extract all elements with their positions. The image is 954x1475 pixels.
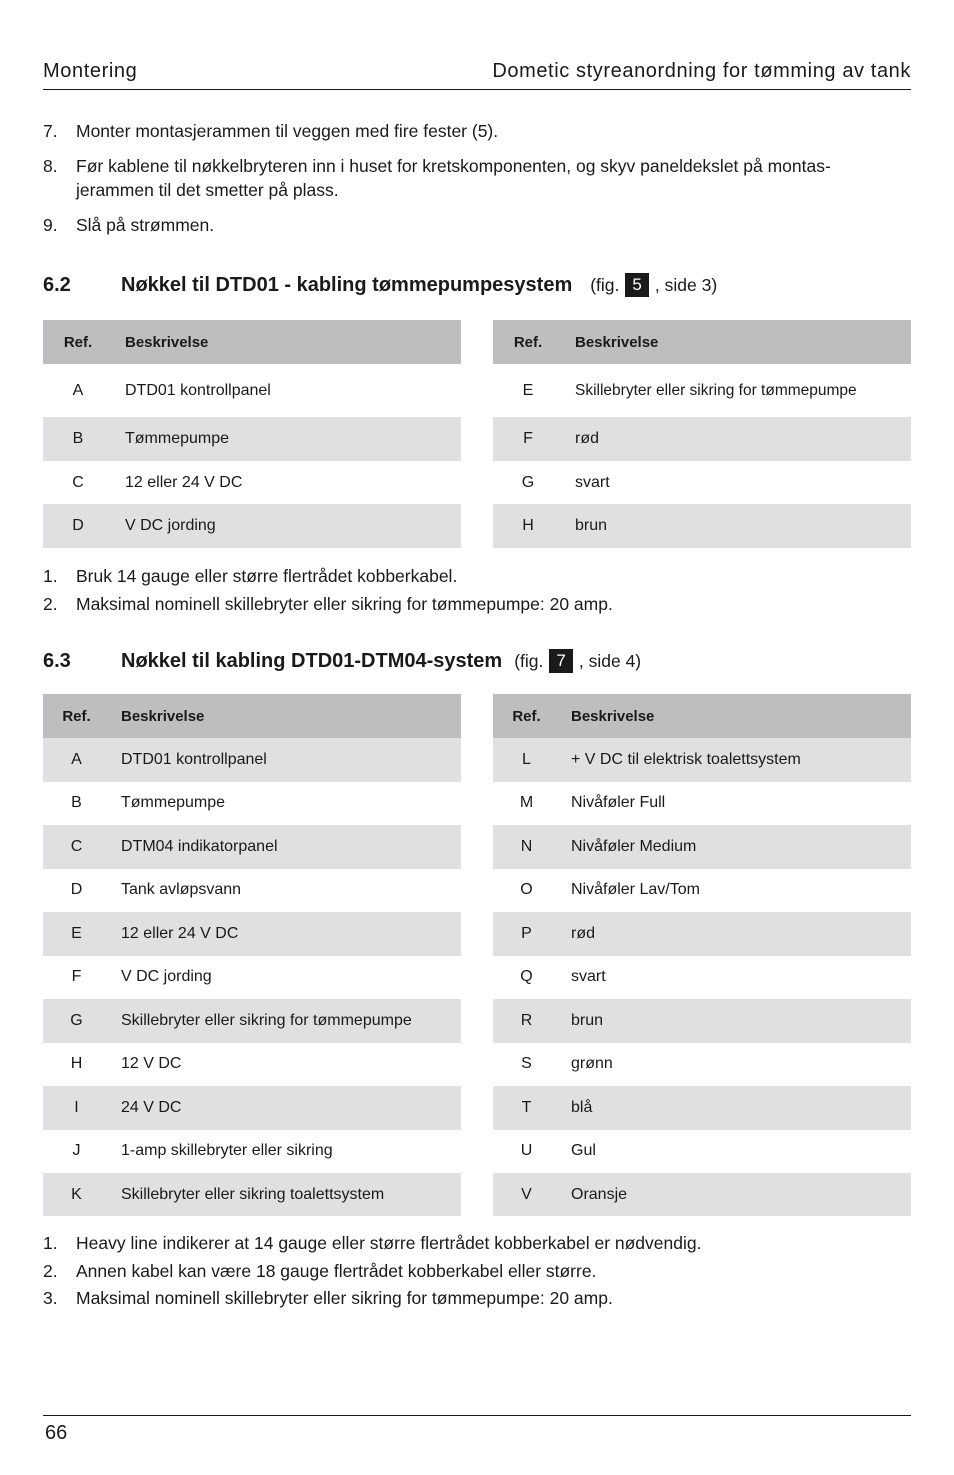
table-row [43, 461, 461, 504]
wiring-key-table-6-3-right [493, 694, 911, 1216]
description-cell: 12 V DC [121, 1055, 182, 1073]
fig-suffix: , side 3) [654, 274, 718, 295]
step-number: 7. [43, 121, 58, 141]
ref-cell: A [43, 738, 110, 782]
table-row [493, 782, 911, 826]
ref-cell: B [43, 417, 113, 461]
description-cell: Skillebryter eller sikring toalettsystem [110, 1173, 461, 1216]
note-number: 3. [43, 1288, 58, 1308]
note-item [43, 1258, 911, 1286]
note-item [43, 590, 911, 618]
column-header-ref: Ref. [43, 320, 113, 364]
note-number: 1. [43, 566, 58, 586]
note-text: Maksimal nominell skillebryter eller sikring for tømmepumpe: 20 amp. [76, 1288, 613, 1308]
description-cell: DTD01 kontrollpanel [110, 738, 461, 782]
table-row [43, 999, 461, 1043]
table-row [493, 1086, 911, 1130]
ref-cell: H [70, 1055, 83, 1073]
figure-reference [590, 273, 717, 297]
table-row [43, 504, 461, 548]
ref-cell: F [71, 968, 82, 986]
description-cell: Skillebryter eller sikring for tømmepumpe [575, 381, 857, 399]
table-row [43, 782, 461, 826]
ref-cell: S [521, 1055, 532, 1073]
ref-cell: R [493, 999, 560, 1043]
description-cell: blå [560, 1086, 911, 1130]
section-title: Nøkkel til DTD01 - kabling tømmepumpesystem [121, 273, 573, 296]
figure-number-badge: 5 [625, 273, 648, 297]
note-text: Maksimal nominell skillebryter eller sikring for tømmepumpe: 20 amp. [76, 594, 613, 614]
description-cell: V DC jording [113, 504, 461, 548]
fig-suffix: , side 4) [578, 650, 642, 671]
figure-reference [514, 649, 641, 673]
ref-cell: G [43, 999, 110, 1043]
note-number: 1. [43, 1233, 58, 1253]
section-heading-6-3 [43, 648, 641, 674]
ref-cell: A [72, 381, 84, 399]
fig-prefix: (fig. [590, 274, 620, 295]
description-cell: Oransje [560, 1173, 911, 1216]
section-number: 6.2 [43, 273, 71, 296]
ref-cell: K [43, 1173, 110, 1216]
description-cell: DTD01 kontrollpanel [125, 381, 271, 399]
table-row [493, 504, 911, 548]
table-row [43, 1043, 461, 1087]
ref-cell: O [520, 881, 533, 899]
table-row [493, 999, 911, 1043]
table-row [43, 825, 461, 869]
description-cell: 12 eller 24 V DC [110, 912, 461, 956]
table-row [43, 364, 461, 417]
table-row [493, 869, 911, 913]
table-row [43, 417, 461, 461]
description-cell: 24 V DC [110, 1086, 461, 1130]
table-row [493, 825, 911, 869]
description-cell: 12 eller 24 V DC [125, 473, 243, 491]
ref-cell: D [43, 504, 113, 548]
ref-cell: G [521, 473, 535, 491]
description-cell: Nivåføler Full [571, 794, 666, 812]
ref-cell: J [72, 1142, 81, 1160]
table-row [493, 417, 911, 461]
description-cell: Tank avløpsvann [121, 881, 242, 899]
description-cell: 1-amp skillebryter eller sikring [121, 1142, 333, 1160]
description-cell: svart [571, 968, 606, 986]
step-text: Slå på strømmen. [76, 215, 215, 235]
notes-6-3 [43, 1230, 911, 1313]
table-row [43, 1130, 461, 1174]
table-row [493, 912, 911, 956]
ref-cell: B [71, 794, 82, 812]
step-item [43, 119, 911, 143]
table-row [43, 1173, 461, 1216]
description-cell: Nivåføler Lav/Tom [571, 881, 700, 899]
ref-cell: E [43, 912, 110, 956]
fig-prefix: (fig. [514, 650, 544, 671]
footer-rule [43, 1415, 911, 1416]
description-cell: Gul [571, 1142, 596, 1160]
table-body [43, 738, 461, 1216]
description-cell: rød [563, 417, 911, 461]
section-title: Nøkkel til kabling DTD01-DTM04-system [121, 649, 503, 672]
note-item [43, 1230, 911, 1258]
description-cell: Nivåføler Medium [560, 825, 911, 869]
note-item [43, 562, 911, 590]
table-body [493, 738, 911, 1216]
ref-cell: I [43, 1086, 110, 1130]
ref-cell: C [72, 473, 84, 491]
page-number: 66 [45, 1422, 68, 1444]
table-row [43, 912, 461, 956]
wiring-key-table-6-3-left [43, 694, 461, 1216]
note-text: Heavy line indikerer at 14 gauge eller større flertrådet kobberkabel er nødvendig. [76, 1233, 702, 1253]
description-cell: + V DC til elektrisk toalettsystem [560, 738, 911, 782]
column-header-description: Beskrivelse [563, 320, 911, 364]
table-row [43, 738, 461, 782]
table-row [493, 364, 911, 417]
column-header-ref: Ref. [493, 694, 560, 738]
step-number: 8. [43, 156, 58, 176]
section-number: 6.3 [43, 649, 71, 672]
ref-cell: V [493, 1173, 560, 1216]
description-cell: brun [563, 504, 911, 548]
wiring-key-table-6-2-left [43, 320, 461, 548]
description-cell: DTM04 indikatorpanel [110, 825, 461, 869]
table-row [493, 1043, 911, 1087]
ref-cell: L [493, 738, 560, 782]
ref-cell: U [520, 1142, 533, 1160]
description-cell: svart [575, 473, 610, 491]
step-item [43, 154, 906, 202]
description-cell: Tømmepumpe [113, 417, 461, 461]
note-text: Bruk 14 gauge eller større flertrådet kobberkabel. [76, 566, 458, 586]
column-header-ref: Ref. [43, 694, 110, 738]
description-cell: V DC jording [121, 968, 212, 986]
table-row [493, 1130, 911, 1174]
header-rule [43, 89, 911, 90]
ref-cell: T [493, 1086, 560, 1130]
wiring-key-table-6-2-right [493, 320, 911, 548]
table-row [493, 1173, 911, 1216]
table-row [493, 956, 911, 1000]
header-section-title: Montering [43, 60, 138, 82]
description-cell: brun [560, 999, 911, 1043]
table-row [493, 738, 911, 782]
section-heading-6-2 [43, 272, 717, 298]
step-number: 9. [43, 215, 58, 235]
step-text: Før kablene til nøkkelbryteren inn i huset for kretskomponenten, og skyv paneldekslet på montas-jerammen til det smetter på plass. [76, 156, 831, 200]
ref-cell: D [70, 881, 83, 899]
table-row [493, 461, 911, 504]
ref-cell: C [43, 825, 110, 869]
header-document-title: Dometic styreanordning for tømming av tank [492, 60, 911, 82]
figure-number-badge: 7 [549, 649, 572, 673]
installation-steps [43, 119, 911, 237]
note-number: 2. [43, 594, 58, 614]
column-header-description: Beskrivelse [113, 320, 461, 364]
ref-cell: N [493, 825, 560, 869]
table-row [43, 869, 461, 913]
ref-cell: F [493, 417, 563, 461]
ref-cell: H [493, 504, 563, 548]
note-number: 2. [43, 1260, 58, 1281]
column-header-description: Beskrivelse [560, 694, 911, 738]
column-header-ref: Ref. [493, 320, 563, 364]
column-header-description: Beskrivelse [110, 694, 461, 738]
step-text: Monter montasjerammen til veggen med fire fester (5). [76, 121, 499, 141]
note-text: Annen kabel kan være 18 gauge flertrådet kobberkabel eller større. [76, 1260, 597, 1281]
description-cell: grønn [571, 1055, 613, 1073]
ref-cell: P [493, 912, 560, 956]
ref-cell: E [522, 381, 534, 399]
description-cell: rød [560, 912, 911, 956]
description-cell: Tømmepumpe [121, 794, 226, 812]
ref-cell: M [519, 794, 534, 812]
step-item [43, 213, 911, 237]
table-row [43, 956, 461, 1000]
notes-6-2 [43, 562, 911, 618]
note-item [43, 1285, 911, 1313]
table-row [43, 1086, 461, 1130]
ref-cell: Q [520, 968, 533, 986]
description-cell: Skillebryter eller sikring for tømmepumpe [110, 999, 461, 1043]
